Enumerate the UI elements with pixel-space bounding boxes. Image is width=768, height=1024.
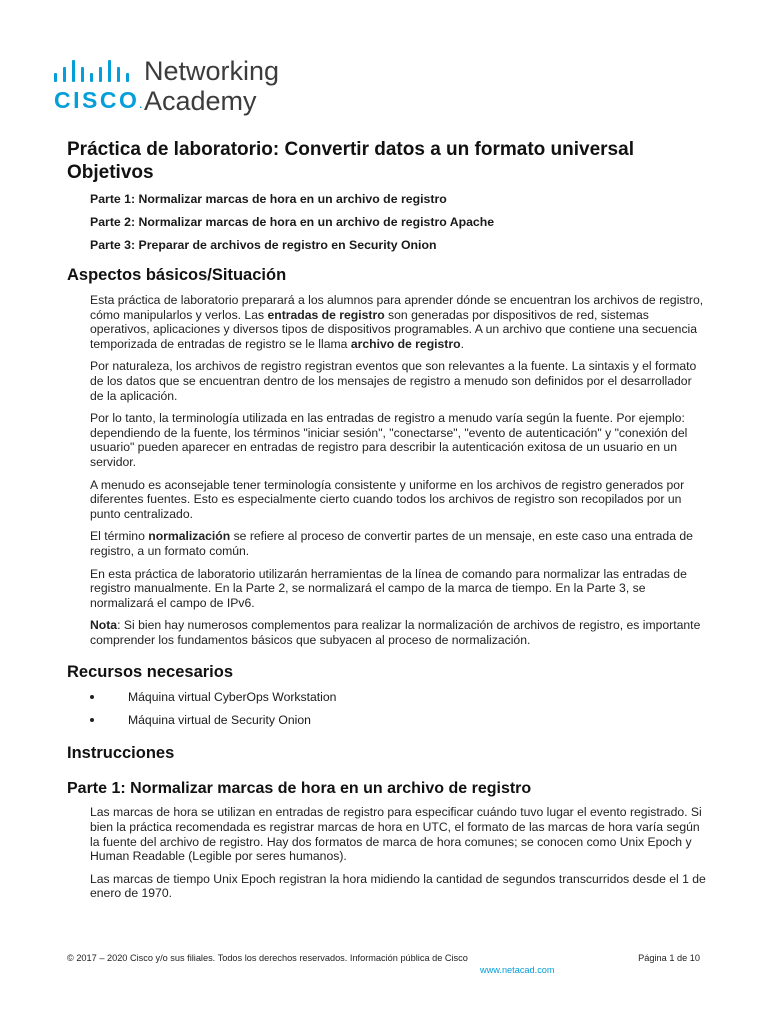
list-item: Máquina virtual CyberOps Workstation (90, 690, 707, 705)
objective-item: Parte 2: Normalizar marcas de hora en un archivo de registro Apache (90, 215, 495, 229)
footer-page-number: Página 1 de 10 (638, 953, 700, 963)
paragraph-lab-scope: En esta práctica de laboratorio utilizarán herramientas de la línea de comando para normalizar las entradas de registro manualmente. En la Parte 2, se normalizará el campo de la marca de tiempo. En la Parte 3, se normalizará el campo de IPv6. (90, 566, 687, 610)
resources-heading: Recursos necesarios (67, 663, 234, 682)
objective-item: Parte 1: Normalizar marcas de hora en un archivo de registro (90, 192, 447, 206)
resources-list (90, 690, 707, 728)
instructions-heading: Instrucciones (67, 744, 175, 763)
paragraph-timestamps: Las marcas de hora se utilizan en entradas de registro para especificar cuándo tuvo lugar el evento registrado. Si bien la práctica recomendada es registrar marcas de hora en UTC, el formato de las marcas de hora varía según la fuente del archivo de registro. Hay dos formatos de marca de hora comunes; se conocen como Unix Epoch y Human Readable (Legible por seres humanos). (90, 805, 702, 864)
paragraph-note: Nota: Si bien hay numerosos complementos para realizar la normalización de archivos de registro, es importante comprender los fundamentos básicos que subyacen al proceso de normalización. (90, 618, 701, 647)
page-title: Práctica de laboratorio: Convertir datos a un formato universal (67, 139, 634, 160)
cisco-wordmark: CISCO. (54, 87, 143, 113)
paragraph-nature: Por naturaleza, los archivos de registro registran eventos que son relevantes a la fuente. La sintaxis y el formato de los datos que se encuentran dentro de los mensajes de registro a menudo son definidos por el desarrollador de la aplicación. (90, 359, 697, 403)
background-heading: Aspectos básicos/Situación (67, 266, 287, 284)
objectives-heading: Objetivos (67, 162, 154, 183)
document-body (67, 138, 707, 901)
objectives-list (90, 192, 707, 253)
cisco-networking-academy-logo (52, 58, 312, 118)
paragraph-consistency: A menudo es aconsejable tener terminología consistente y uniforme en los archivos de registro generados por diferentes fuentes. Esto es especialmente cierto cuando todos los archivos de registro son recopilados por un punto centralizado. (90, 477, 685, 521)
paragraph-unix-epoch: Las marcas de tiempo Unix Epoch registran la hora midiendo la cantidad de segundos transcurridos desde el 1 de enero de 1970. (90, 871, 706, 901)
part1-heading: Parte 1: Normalizar marcas de hora en un archivo de registro (67, 780, 532, 798)
objective-item: Parte 3: Preparar de archivos de registro en Security Onion (90, 238, 437, 252)
list-item: Máquina virtual de Security Onion (90, 713, 707, 728)
footer-netacad-link[interactable]: www.netacad.com (480, 965, 555, 975)
bullet-icon (90, 695, 94, 699)
footer-copyright: © 2017 – 2020 Cisco y/o sus filiales. Todos los derechos reservados. Información pública de Cisco (67, 953, 468, 963)
bullet-icon (90, 718, 94, 722)
paragraph-terminology: Por lo tanto, la terminología utilizada en las entradas de registro a menudo varía según la fuente. Por ejemplo: dependiendo de la fuente, los términos "iniciar sesión", "conectarse", "evento de autenticación" y "conexión del usuario" pueden aparecer en entradas de registro para describir la autenticación exitosa de un usuario en un servidor. (90, 411, 688, 469)
paragraph-intro: Esta práctica de laboratorio preparará a los alumnos para aprender dónde se encuentran los archivos de registro, cómo manipularlos y verlos. Las entradas de registro son generadas por dispositivos de red, sistemas operativos, aplicaciones y diversos tipos de dispositivos programables. A un archivo que contiene una secuencia temporizada de entradas de registro se le llama archivo de registro. (90, 293, 704, 351)
logo-networking-text: Networking (144, 56, 280, 86)
cisco-bars-icon (52, 58, 142, 82)
paragraph-normalization: El término normalización se refiere al proceso de convertir partes de un mensaje, en este caso una entrada de registro, a un formato común. (90, 529, 693, 558)
logo-academy-text: Academy (144, 86, 257, 116)
